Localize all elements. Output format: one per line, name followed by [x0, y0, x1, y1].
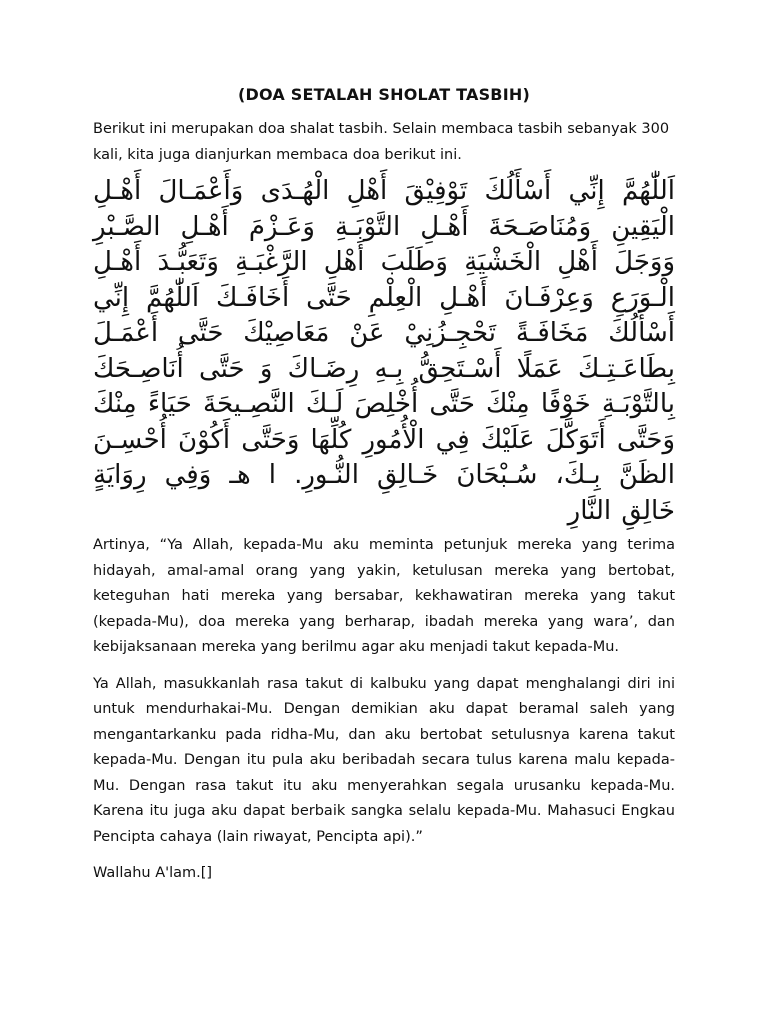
document-page	[93, 84, 675, 887]
closing-line: Wallahu A'lam.[]	[93, 865, 213, 881]
intro-paragraph: Berikut ini merupakan doa shalat tasbih. Selain membaca tasbih sebanyak 300 kali, kita juga dianjurkan membaca doa berikut ini.	[93, 121, 670, 163]
translation-paragraph-2: Ya Allah, masukkanlah rasa takut di kalbuku yang dapat menghalangi diri ini untuk mendurhakai-Mu. Dengan demikian aku dapat beramal saleh yang mengantarkanku pada ridha-Mu, dan aku bertobat setulusnya karena takut kepada-Mu. Dengan itu pula aku beribadah secara tulus karena malu kepada-Mu. Dengan rasa takut itu aku menyerahkan segala urusanku kepada-Mu. Karena itu juga aku dapat berbaik sangka selalu kepada-Mu. Mahasuci Engkau Pencipta cahaya (lain riwayat, Pencipta api).”	[93, 675, 675, 845]
translation-paragraph-1: Artinya, “Ya Allah, kepada-Mu aku meminta petunjuk mereka yang terima hidayah, amal-amal orang yang yakin, ketulusan mereka yang bertobat, keteguhan hati mereka yang bersabar, kekhawatiran mereka yang takut (kepada-Mu), doa mereka yang berharap, ibadah mereka yang wara’, dan kebijaksanaan mereka yang berilmu agar aku menjadi takut kepada-Mu.	[93, 537, 675, 655]
arabic-prayer-text: اَللّٰهُمَّ إِنِّي أَسْأَلُكَ تَوْفِيْقَ أَهْلِ الْهُـدَى وَأَعْمَـالَ أَهْـلِ الْيَقِينِ وَمُنَاصَـحَةَ أَهْـلِ التَّوْبَـةِ وَعَـزْمَ أَهْـلِ الصَّـبْرِ وَوَجَلَ أَهْلِ الْخَشْيَةِ وَطَلَبَ أَهْلِ الرَّغْبَـةِ وَتَعَبُّـدَ أَهْـلِ الْـوَرَعِ وَعِرْفَـانَ أَهْـلِ الْعِلْمِ حَتَّى أَخَافَـكَ اَللّٰهُمَّ إِنِّي أَسْأَلُكَ مَخَافَـةً تَحْجِـزُنِيْ عَنْ مَعَاصِيْكَ حَتَّى أَعْمَـلَ بِطَاعَـتِـكَ عَمَلًا أَسْـتَحِقُّ بِـهِ رِضَـاكَ وَ حَتَّى أُنَاصِـحَكَ بِالتَّوْبَـةِ خَوْفًا مِنْكَ حَتَّى أُخْلِصَ لَـكَ النَّصِـيحَةَ حَيَاءً مِنْكَ وَحَتَّى أَتَوَكَّلَ عَلَيْكَ فِي الْأُمُورِ كُلِّهَا وَحَتَّى أَكُوْنَ أُحْسِـنَ الظَنَّ بِـكَ، سُـبْحَانَ خَـالِقِ النُّـورِ. ا هـ وَفِي رِوَايَةٍ خَالِقِ النَّارِ	[93, 176, 675, 526]
document-title: (DOA SETALAH SHOLAT TASBIH)	[238, 85, 530, 104]
